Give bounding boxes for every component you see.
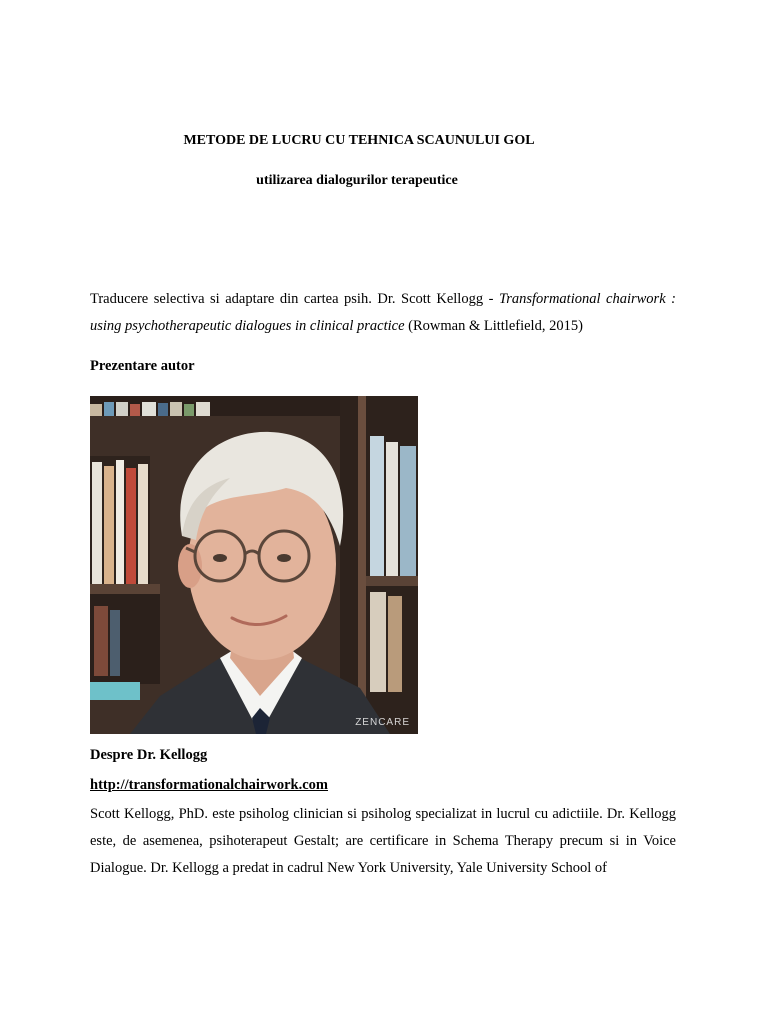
intro-suffix: (Rowman & Littlefield, 2015)	[404, 318, 583, 334]
website-link[interactable]: http://transformationalchairwork.com	[90, 777, 329, 793]
document-subtitle: utilizarea dialogurilor terapeutice	[256, 173, 458, 188]
intro-prefix: Traducere selectiva si adaptare din cartea psih. Dr. Scott Kellogg -	[90, 291, 499, 307]
book-title: Transformational chairwork : using psychotherapeutic dialogues in clinical practice	[90, 291, 676, 334]
bio-paragraph: Scott Kellogg, PhD. este psiholog clinician si psiholog specializat in lucrul cu adictiile. Dr. Kellogg este, de asemenea, psihoterapeut Gestalt; are certificare in Schema Therapy precum si in Voice Dialogue. Dr. Kellogg a predat in cadrul New York University, Yale University School of	[90, 806, 676, 876]
intro-paragraph	[90, 286, 676, 340]
about-heading: Despre Dr. Kellogg	[90, 747, 208, 763]
photo-watermark: ZENCARE	[355, 717, 410, 728]
author-photo	[90, 396, 418, 734]
document-title: METODE DE LUCRU CU TEHNICA SCAUNULUI GOL	[183, 133, 535, 148]
author-heading: Prezentare autor	[90, 358, 195, 374]
author-portrait-image	[90, 396, 418, 734]
